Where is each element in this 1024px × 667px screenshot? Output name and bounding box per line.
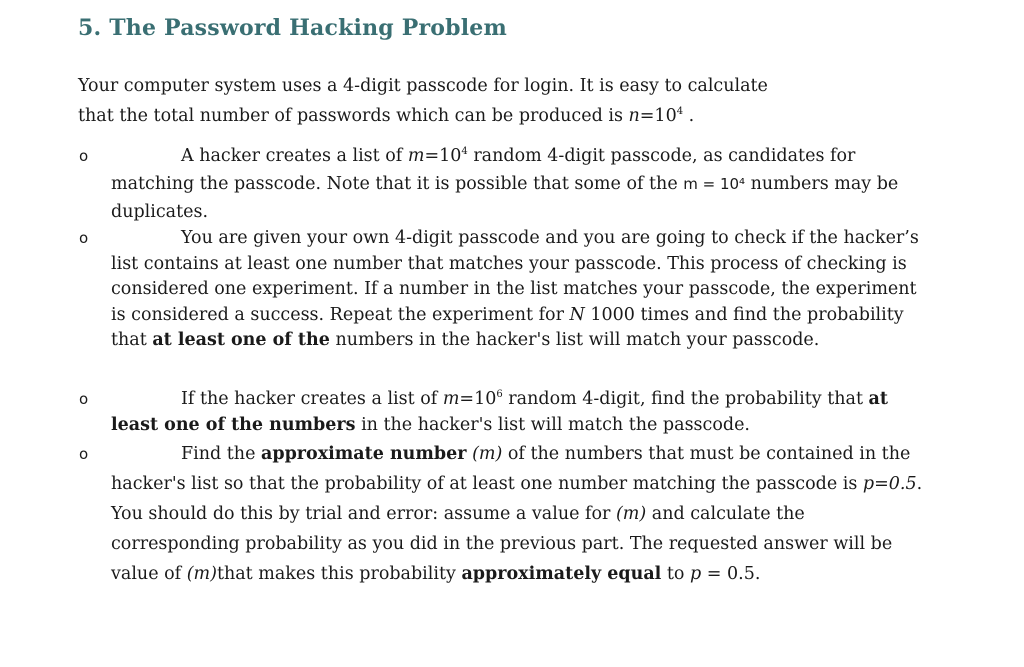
- n-variable: n: [628, 106, 640, 126]
- item4-bold1: approximate number: [261, 444, 467, 464]
- bullet-circle-icon: o: [79, 229, 89, 247]
- item1-m-inline: m = 10⁴: [683, 175, 746, 193]
- intro-paragraph: [78, 71, 858, 131]
- item4-pval: = 0.5.: [701, 564, 761, 584]
- bullet-circle-icon: o: [79, 445, 89, 463]
- item3-m: m: [442, 389, 460, 409]
- list-item-3: [79, 386, 931, 438]
- item4-pre: Find the: [181, 444, 261, 464]
- bullet-circle-icon: o: [79, 147, 89, 165]
- item4-p: p: [690, 564, 702, 584]
- item4-m1: (m): [466, 444, 503, 464]
- item3-mid: random 4-digit, find the probability that: [502, 389, 869, 409]
- item1-exp: 4: [461, 146, 468, 158]
- list-item-1: [79, 142, 931, 226]
- item4-mid5: to: [661, 564, 691, 584]
- list-item-4: [79, 439, 931, 589]
- item1-pre: A hacker creates a list of: [181, 146, 408, 166]
- item1-post: random 4-digit passcode, as candidates for matching the passcode. Note that it is possible that some of the: [111, 146, 856, 194]
- item2-n: N: [569, 304, 585, 325]
- item1-eq: =10: [424, 146, 462, 166]
- item3-pre: If the hacker creates a list of: [181, 389, 443, 409]
- bullet-circle-icon: o: [79, 390, 89, 408]
- item4-bold2: approximately equal: [461, 564, 662, 584]
- intro-line-2: [78, 101, 858, 131]
- item3-eq: =10: [459, 389, 497, 409]
- item3-exp: 6: [496, 389, 503, 401]
- item3-post: in the hacker's list will match the passcode.: [355, 415, 750, 435]
- item2-post: numbers in the hacker's list will match your passcode.: [329, 330, 820, 350]
- item1-post2: numbers may be duplicates.: [111, 174, 899, 222]
- item4-mid4: that makes this probability: [216, 564, 462, 584]
- intro-text: that the total number of passwords which can be produced is: [78, 106, 629, 126]
- list-item-2: [79, 226, 931, 354]
- item4-mid3: and calculate the corresponding probability as you did in the previous part. The requested answer will be value of: [111, 504, 893, 584]
- item4-mid2: . You should do this by trial and error: assume a value for: [111, 474, 923, 524]
- item4-p-eq: p=0.5: [862, 474, 917, 494]
- item3-bold: at least one of the numbers: [111, 389, 888, 435]
- item2-mid: 1000 times and find the probability that: [111, 304, 904, 350]
- intro-line-1: Your computer system uses a 4-digit passcode for login. It is easy to calculate: [78, 76, 768, 96]
- item4-m3: (m): [186, 564, 217, 584]
- n-equals: =10: [639, 106, 677, 126]
- item2-bold: at least one of the: [152, 330, 330, 350]
- item2-pre: You are given your own 4-digit passcode and you are going to check if the hacker’s list contains at least one number that matches your passcode. This process of checking is considered one experiment. If a number in the list matches your passcode, the experiment is considered a success. Repeat the experiment for: [111, 228, 919, 325]
- item1-m: m: [407, 146, 425, 166]
- item4-m2: (m): [615, 504, 647, 524]
- n-exponent: 4: [676, 106, 684, 118]
- intro-end: .: [683, 106, 695, 126]
- item4-mid1: of the numbers that must be contained in the hacker's list so that the probability of at least one number matching the passcode is: [111, 444, 911, 494]
- page-title: 5. The Password Hacking Problem: [78, 15, 507, 41]
